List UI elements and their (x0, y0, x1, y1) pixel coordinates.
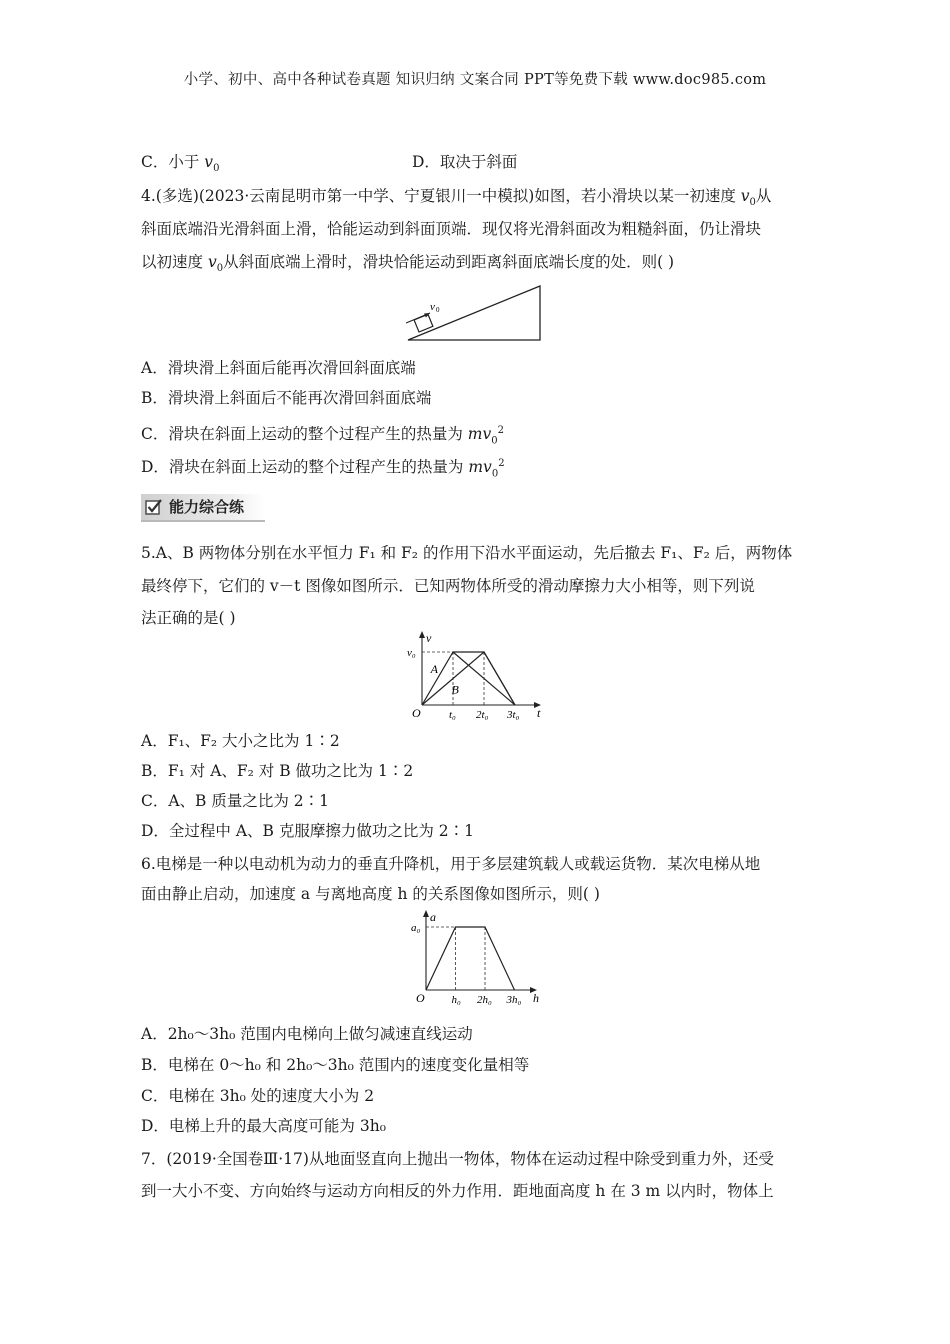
q4-stem-line-3: 以初速度 $v_0$从斜面底端上滑时，滑块恰能运动到距离斜面底端长度的处．则( ) (141, 253, 675, 275)
velocity-label: v (430, 301, 435, 313)
ah-graph (408, 908, 550, 1010)
x-tick-label: 2h₀ (477, 994, 492, 1006)
x-axis-label: h (533, 991, 539, 1005)
slider-block (414, 314, 433, 332)
x-axis-label: t (537, 706, 541, 720)
q6-option-d: D．电梯上升的最大高度可能为 3h₀ (141, 1117, 386, 1135)
y-axis-arrow (419, 631, 425, 638)
q5-option-c: C．A、B 质量之比为 2∶1 (141, 792, 330, 810)
page-header: 小学、初中、高中各种试卷真题 知识归纳 文案合同 PPT等免费下载 www.doc985.com (183, 72, 767, 88)
y-tick-label: a₀ (411, 922, 421, 934)
q6-option-c: C．电梯在 3h₀ 处的速度大小为 2 (141, 1087, 375, 1105)
q5-stem-line-3: 法正确的是( ) (141, 609, 236, 627)
q4-option-a: A．滑块滑上斜面后能再次滑回斜面底端 (141, 359, 416, 377)
y-axis-label: v (426, 631, 432, 645)
series-line (422, 652, 515, 705)
q5-option-a: A．F₁、F₂ 大小之比为 1∶2 (141, 732, 340, 750)
q3-option-d: D．取决于斜面 (412, 153, 518, 171)
q7-stem-line-2: 到一大小不变、方向始终与运动方向相反的外力作用．距地面高度 h 在 3 m 以内时，物体上 (141, 1182, 774, 1200)
q4-option-c: C．滑块在斜面上运动的整个过程产生的热量为 $mv_0^2$ (141, 425, 505, 447)
x-tick-label: 3t₀ (507, 709, 520, 721)
section-title-banner (141, 494, 265, 522)
origin-label: O (416, 991, 425, 1005)
q6-option-b: B．电梯在 0～h₀ 和 2h₀～3h₀ 范围内的速度变化量相等 (141, 1056, 530, 1074)
checkbox-icon (145, 498, 163, 516)
velocity-label-sub: 0 (436, 306, 440, 314)
series-label: B (451, 682, 459, 697)
q6-stem-line-1: 6.电梯是一种以电动机为动力的垂直升降机，用于多层建筑载人或载运货物．某次电梯从地 (141, 855, 761, 873)
y-axis-arrow (423, 910, 429, 917)
section-title: 能力综合练 (169, 498, 245, 516)
q5-option-d: D．全过程中 A、B 克服摩擦力做功之比为 2∶1 (141, 822, 475, 840)
y-tick-label: v₀ (407, 647, 416, 659)
q4-stem-line-2: 斜面底端沿光滑斜面上滑，恰能运动到斜面顶端．现仅将光滑斜面改为粗糙斜面，仍让滑块 (141, 220, 762, 238)
q6-stem-line-2: 面由静止启动，加速度 a 与离地高度 h 的关系图像如图所示，则( ) (141, 885, 600, 903)
series-label: A (430, 662, 439, 677)
incline-figure (400, 280, 550, 346)
q4-option-d: D．滑块在斜面上运动的整个过程产生的热量为 $mv_0^2$ (141, 458, 505, 480)
x-tick-label: h₀ (451, 994, 461, 1006)
incline-triangle (408, 286, 540, 340)
q6-option-a: A．2h₀～3h₀ 范围内电梯向上做匀减速直线运动 (141, 1025, 473, 1043)
x-tick-label: t₀ (449, 709, 456, 721)
q3-option-c: C．小于 $v_0$ (141, 153, 220, 175)
x-tick-label: 2t₀ (476, 709, 489, 721)
vt-graph (408, 630, 550, 722)
q7-stem-line-1: 7．(2019·全国卷Ⅲ·17)从地面竖直向上抛出一物体，物体在运动过程中除受到重力外，还受 (141, 1150, 774, 1168)
q5-stem-line-1: 5.A、B 两物体分别在水平恒力 F₁ 和 F₂ 的作用下沿水平面运动，先后撤去 F₁、F₂ 后，两物体 (141, 544, 793, 562)
origin-label: O (412, 706, 421, 720)
x-tick-label: 3h₀ (506, 994, 522, 1006)
series-line (422, 652, 515, 705)
q4-stem-line-1: 4.(多选)(2023·云南昆明市第一中学、宁夏银川一中模拟)如图，若小滑块以某一初速度 $v_0$从 (141, 187, 772, 209)
q5-stem-line-2: 最终停下，它们的 v－t 图像如图所示．已知两物体所受的滑动摩擦力大小相等，则下列说 (141, 577, 755, 595)
q5-option-b: B．F₁ 对 A、F₂ 对 B 做功之比为 1∶2 (141, 762, 414, 780)
q4-option-b: B．滑块滑上斜面后不能再次滑回斜面底端 (141, 389, 432, 407)
series-line (426, 927, 515, 990)
y-axis-label: a (430, 910, 436, 924)
